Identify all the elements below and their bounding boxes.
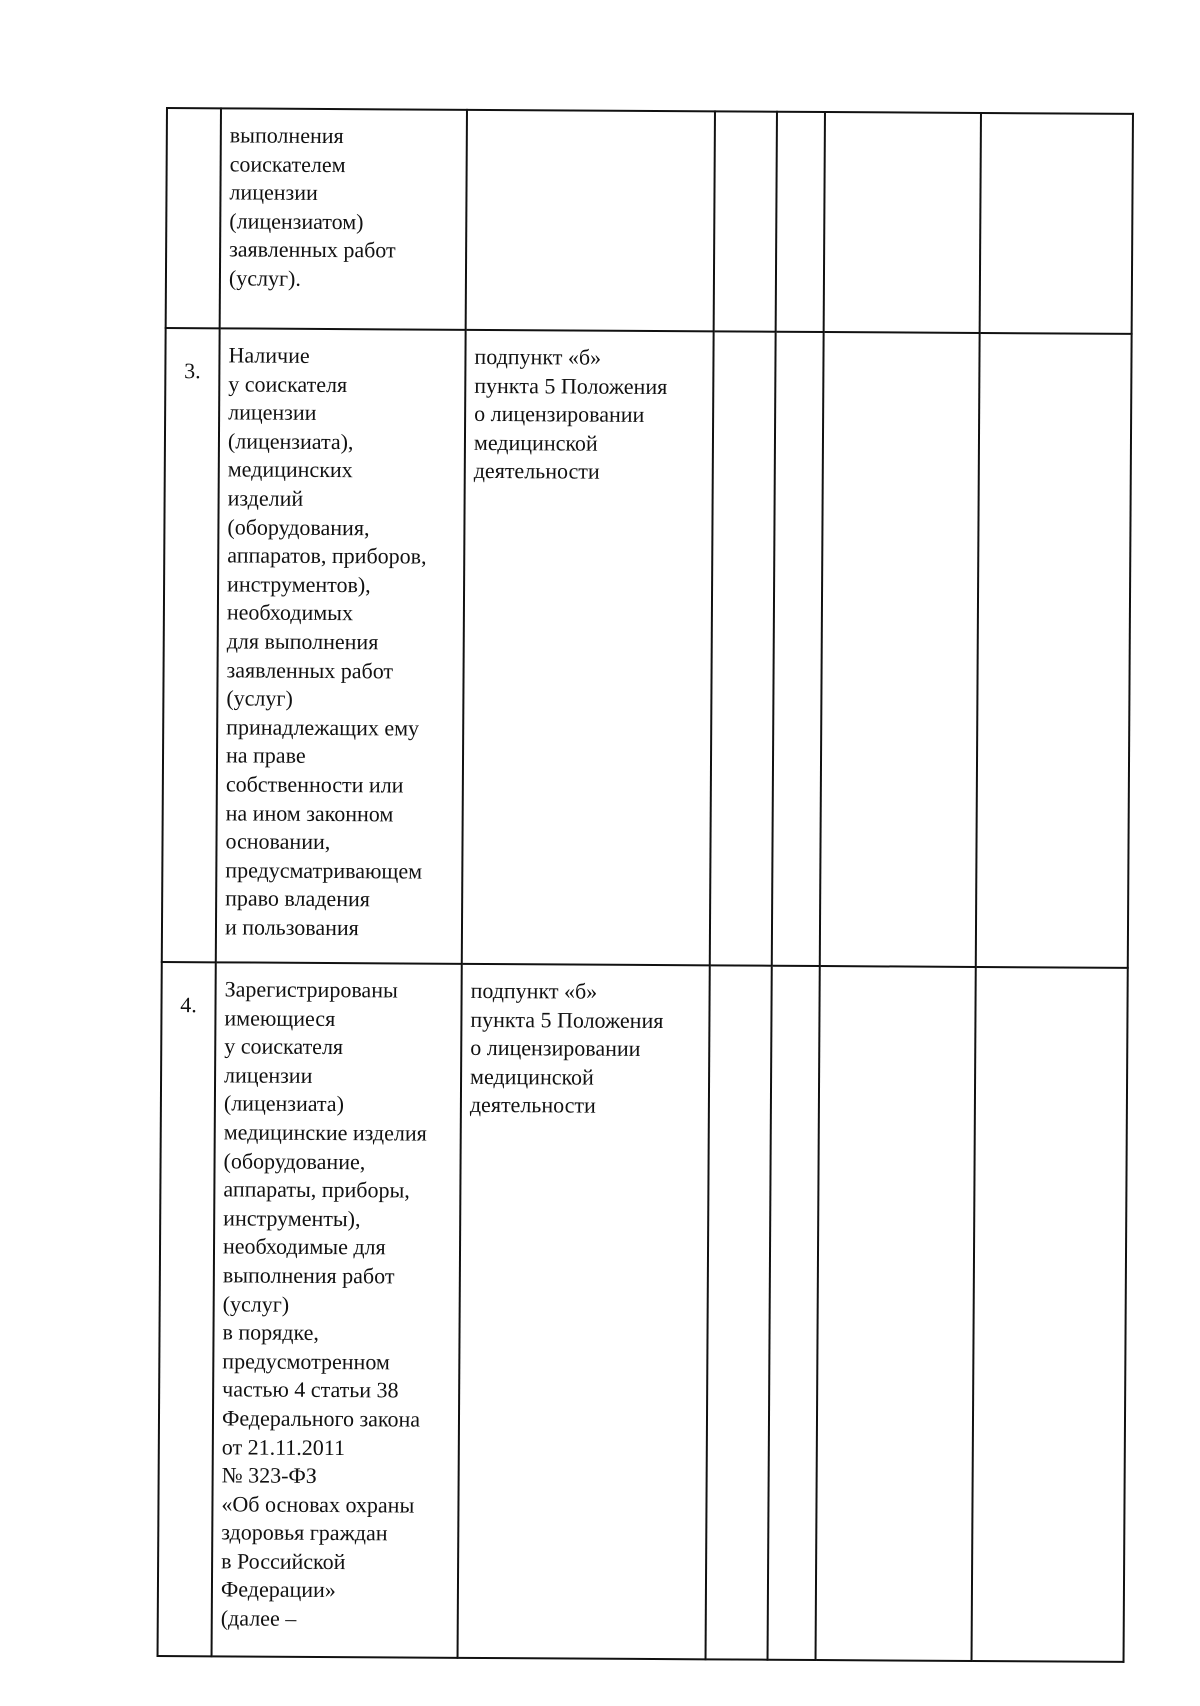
legal-reference-line: о лицензировании (470, 1035, 641, 1062)
answer-yes-cell (710, 331, 776, 965)
requirement-text-line: для выполнения (226, 628, 379, 655)
requirement-text-line: лицензии (229, 179, 318, 206)
row-number-cell (158, 962, 216, 1656)
requirement-text-line: необходимые для (222, 1233, 386, 1260)
requirements-table (157, 107, 1134, 1663)
legal-reference-cell (466, 110, 715, 332)
requirement-text-line: предусматривающем (225, 857, 423, 884)
requirement-text-line: здоровья граждан (221, 1519, 388, 1546)
legal-reference-line: подпункт «б» (474, 343, 602, 370)
answer-na-cell (816, 966, 976, 1661)
table-row (158, 962, 1128, 1662)
answer-yes-cell (714, 111, 777, 331)
requirement-text-cell (216, 328, 466, 963)
requirement-text-line: аппаратов, приборов, (227, 542, 427, 569)
answer-no-cell (776, 112, 825, 332)
legal-reference-line: о лицензировании (474, 401, 645, 428)
requirement-text-line: собственности или (225, 771, 404, 798)
requirement-text-line: основании, (225, 828, 331, 855)
requirement-text-line: (лицензиата) (223, 1090, 345, 1117)
requirement-text-line: частью 4 статьи 38 (222, 1376, 399, 1403)
requirement-text-line: принадлежащих ему (226, 714, 420, 741)
requirement-text-line: в порядке, (222, 1319, 319, 1346)
requirement-text-line: Федерации» (220, 1576, 336, 1603)
requirement-text-line: (оборудования, (227, 513, 370, 540)
requirement-text-line: от 21.11.2011 (221, 1433, 346, 1460)
requirement-text-line: Наличие (228, 342, 310, 368)
requirement-text-line: (услуг). (228, 265, 301, 291)
requirement-text-line: заявленных работ (229, 236, 396, 263)
table-body (158, 108, 1133, 1662)
answer-yes-cell (706, 965, 772, 1659)
requirement-text-line: у соискателя (228, 370, 348, 397)
legal-reference-line: медицинской (473, 429, 598, 456)
row-number-cell (166, 108, 221, 328)
requirement-text-line: инструментов), (227, 571, 371, 598)
requirement-text-line: изделий (227, 485, 304, 511)
legal-reference-cell (458, 964, 710, 1660)
requirement-text-line: на ином законном (225, 799, 394, 826)
requirement-text-cell (212, 962, 462, 1657)
requirement-text-line: соискателем (229, 150, 346, 177)
requirement-text-line: Зарегистрированы (224, 976, 398, 1003)
requirement-text-line: (услуг) (226, 685, 293, 711)
answer-no-cell (772, 332, 824, 966)
requirement-text-line: и пользования (224, 914, 359, 941)
requirement-text-line: лицензии (228, 399, 317, 426)
requirement-text-line: предусмотренном (222, 1348, 390, 1375)
requirement-text-line: медицинские изделия (223, 1119, 427, 1146)
legal-reference-line: деятельности (469, 1092, 596, 1119)
notes-cell (972, 967, 1128, 1662)
answer-na-cell (824, 112, 981, 333)
requirement-text-line: на праве (225, 742, 306, 769)
requirement-text-line: (услуг) (222, 1290, 290, 1317)
notes-cell (980, 113, 1133, 334)
requirement-text-line: выполнения работ (222, 1262, 395, 1289)
requirement-text-line: у соискателя (224, 1033, 344, 1060)
requirement-text-line: Федерального закона (221, 1405, 421, 1432)
requirement-text-line: (лицензиатом) (229, 208, 364, 234)
legal-reference-line: пункта 5 Положения (470, 1006, 664, 1033)
requirement-text-line: выполнения (229, 122, 344, 149)
requirement-text-line: № 323-ФЗ (221, 1462, 317, 1489)
requirement-text-line: инструменты), (223, 1205, 361, 1231)
requirement-text-line: медицинских (227, 456, 353, 483)
requirement-text-line: (лицензиата), (227, 428, 354, 454)
row-number-cell (162, 328, 220, 962)
requirement-text-line: в Российской (221, 1548, 346, 1574)
table-row (166, 108, 1133, 334)
notes-cell (976, 333, 1132, 968)
answer-na-cell (820, 332, 980, 967)
legal-reference-line: подпункт «б» (470, 977, 598, 1004)
requirement-text-line: имеющиеся (224, 1004, 336, 1031)
requirement-text-line: лицензии (224, 1062, 313, 1088)
row-number: 3. (184, 358, 201, 384)
requirement-text-line: (оборудование, (223, 1147, 366, 1174)
requirement-text-line: необходимых (226, 599, 354, 626)
table-row (162, 328, 1132, 968)
requirement-text-line: заявленных работ (226, 656, 394, 683)
requirement-text-line: (далее – (220, 1605, 297, 1631)
legal-reference-line: пункта 5 Положения (474, 372, 668, 399)
requirement-text-line: право владения (225, 885, 370, 912)
answer-no-cell (768, 966, 820, 1660)
requirement-text-line: аппараты, приборы, (223, 1176, 410, 1203)
row-number: 4. (180, 992, 197, 1018)
legal-reference-line: медицинской (470, 1063, 594, 1090)
requirement-text-cell (220, 108, 467, 329)
legal-reference-line: деятельности (473, 458, 600, 485)
requirement-text-line: «Об основах охраны (221, 1491, 415, 1518)
legal-reference-cell (462, 330, 714, 966)
